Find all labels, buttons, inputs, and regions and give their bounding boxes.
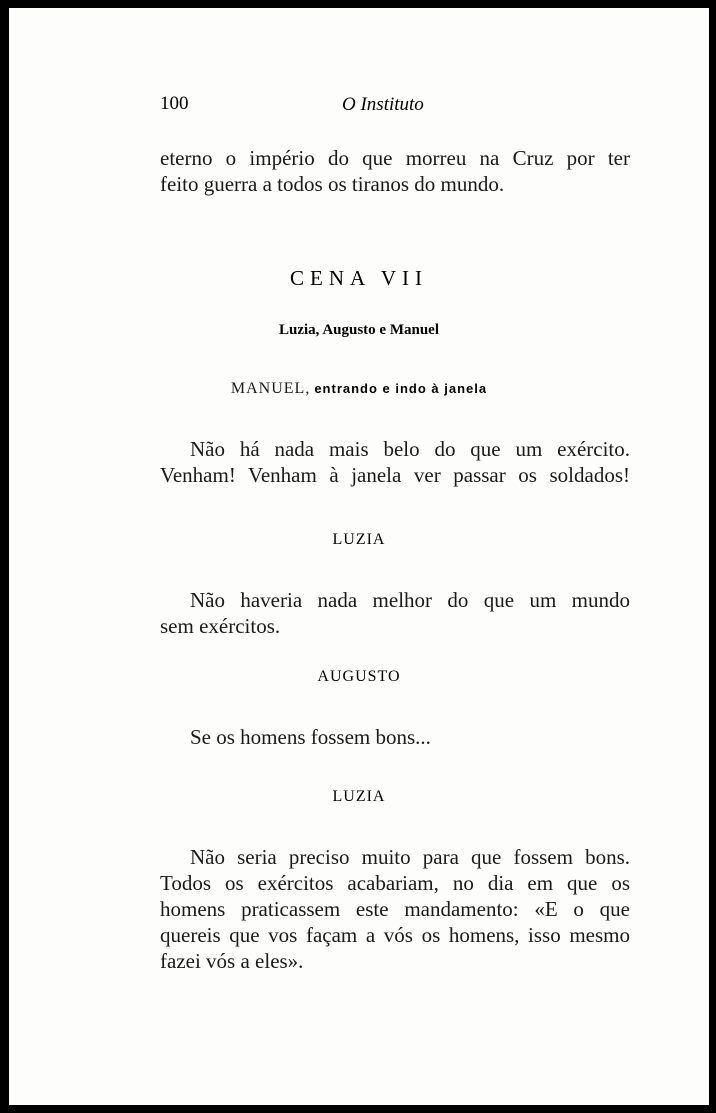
speech4-line-2: Todos os exércitos acabariam, no dia em que os: [160, 871, 630, 895]
speech2-line-1: Não haveria nada melhor do que um mundo: [190, 588, 630, 612]
speech1-line-1: Não há nada mais belo do que um exército.: [190, 437, 630, 461]
continuation-line-1: eterno o império do que morreu na Cruz por ter: [160, 146, 630, 170]
speech1-line-2: Venham! Venham à janela ver passar os soldados!: [160, 463, 630, 487]
speaker-name: MANUEL,: [230, 380, 311, 397]
scene-title: CENA VII: [289, 266, 429, 290]
speech3-line-1: Se os homens fossem bons...: [190, 725, 431, 749]
continuation-line-2: feito guerra a todos os tiranos do mundo.: [160, 172, 505, 196]
speech4-line-3: homens praticassem este mandamento: «E o que: [160, 897, 630, 921]
speech4-line-1: Não seria preciso muito para que fossem bons.: [190, 845, 630, 869]
speaker-heading-manuel: [9, 380, 709, 398]
running-title: O Instituto: [342, 94, 424, 115]
page-number: 100: [160, 93, 189, 114]
speech2-line-2: sem exércitos.: [160, 614, 281, 638]
book-page: [9, 8, 709, 1105]
stage-direction: entrando e indo à janela: [314, 381, 488, 396]
speech4-line-4: quereis que vos façam a vós os homens, isso mesmo: [160, 923, 630, 947]
speaker-heading-luzia: LUZIA: [332, 531, 386, 548]
speech4-line-5: fazei vós a eles».: [160, 949, 304, 973]
speaker-heading-augusto: AUGUSTO: [317, 668, 401, 685]
speaker-heading-luzia-2: LUZIA: [332, 788, 386, 805]
scene-characters: Luzia, Augusto e Manuel: [278, 322, 440, 338]
